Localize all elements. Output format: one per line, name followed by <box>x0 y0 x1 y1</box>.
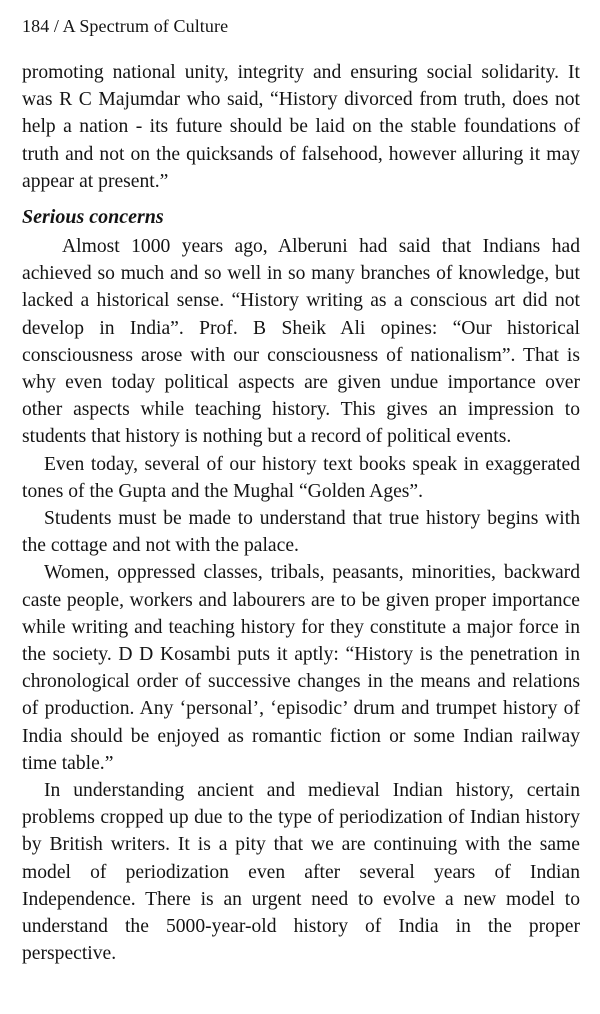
running-head: 184 / A Spectrum of Culture <box>22 16 229 36</box>
paragraph-kosambi: Women, oppressed classes, tribals, peasants, minorities, backward caste people, workers and labourers are to be given proper importance while writing and teaching history for they constitute a major force in the society. D D Kosambi puts it aptly: “History is the penetration in chronological order of successive changes in the means and relations of production. Any ‘personal’, ‘episodic’ drum and trumpet history of India should be enjoyed as romantic fiction or some Indian railway time table.” <box>22 562 580 774</box>
book-page <box>22 14 580 968</box>
paragraph-golden-ages: Even today, several of our history text books speak in exaggerated tones of the Gupta and the Mughal “Golden Ages”. <box>22 453 580 502</box>
paragraph-alberuni: Almost 1000 years ago, Alberuni had said that Indians had achieved so much and so well in so many branches of knowledge, but lacked a historical sense. “History writing as a conscious art did not develop in India”. Prof. B Sheik Ali opines: “Our historical consciousness arose with our consciousness of nationalism”. That is why even today political aspects are given undue importance over other aspects while teaching history. This gives an impression to students that history is nothing but a record of political events. <box>22 236 580 448</box>
paragraph-majumdar-quote: promoting national unity, integrity and ensuring social solidarity. It was R C Majumdar who said, “History divorced from truth, does not help a nation - its future should be laid on the stable foundations of truth and not on the quicksands of falsehood, however alluring it may appear at present.” <box>22 62 580 192</box>
section-heading: Serious concerns <box>22 206 164 229</box>
paragraph-cottage-palace: Students must be made to understand that true history begins with the cottage and not with the palace. <box>22 508 580 557</box>
paragraph-periodization: In understanding ancient and medieval Indian history, certain problems cropped up due to the type of periodization of Indian history by British writers. It is a pity that we are continuing with the same model of periodization even after several years of Indian Independence. There is an urgent need to evolve a new model to understand the 5000-year-old history of India in the proper perspective. <box>22 780 580 965</box>
